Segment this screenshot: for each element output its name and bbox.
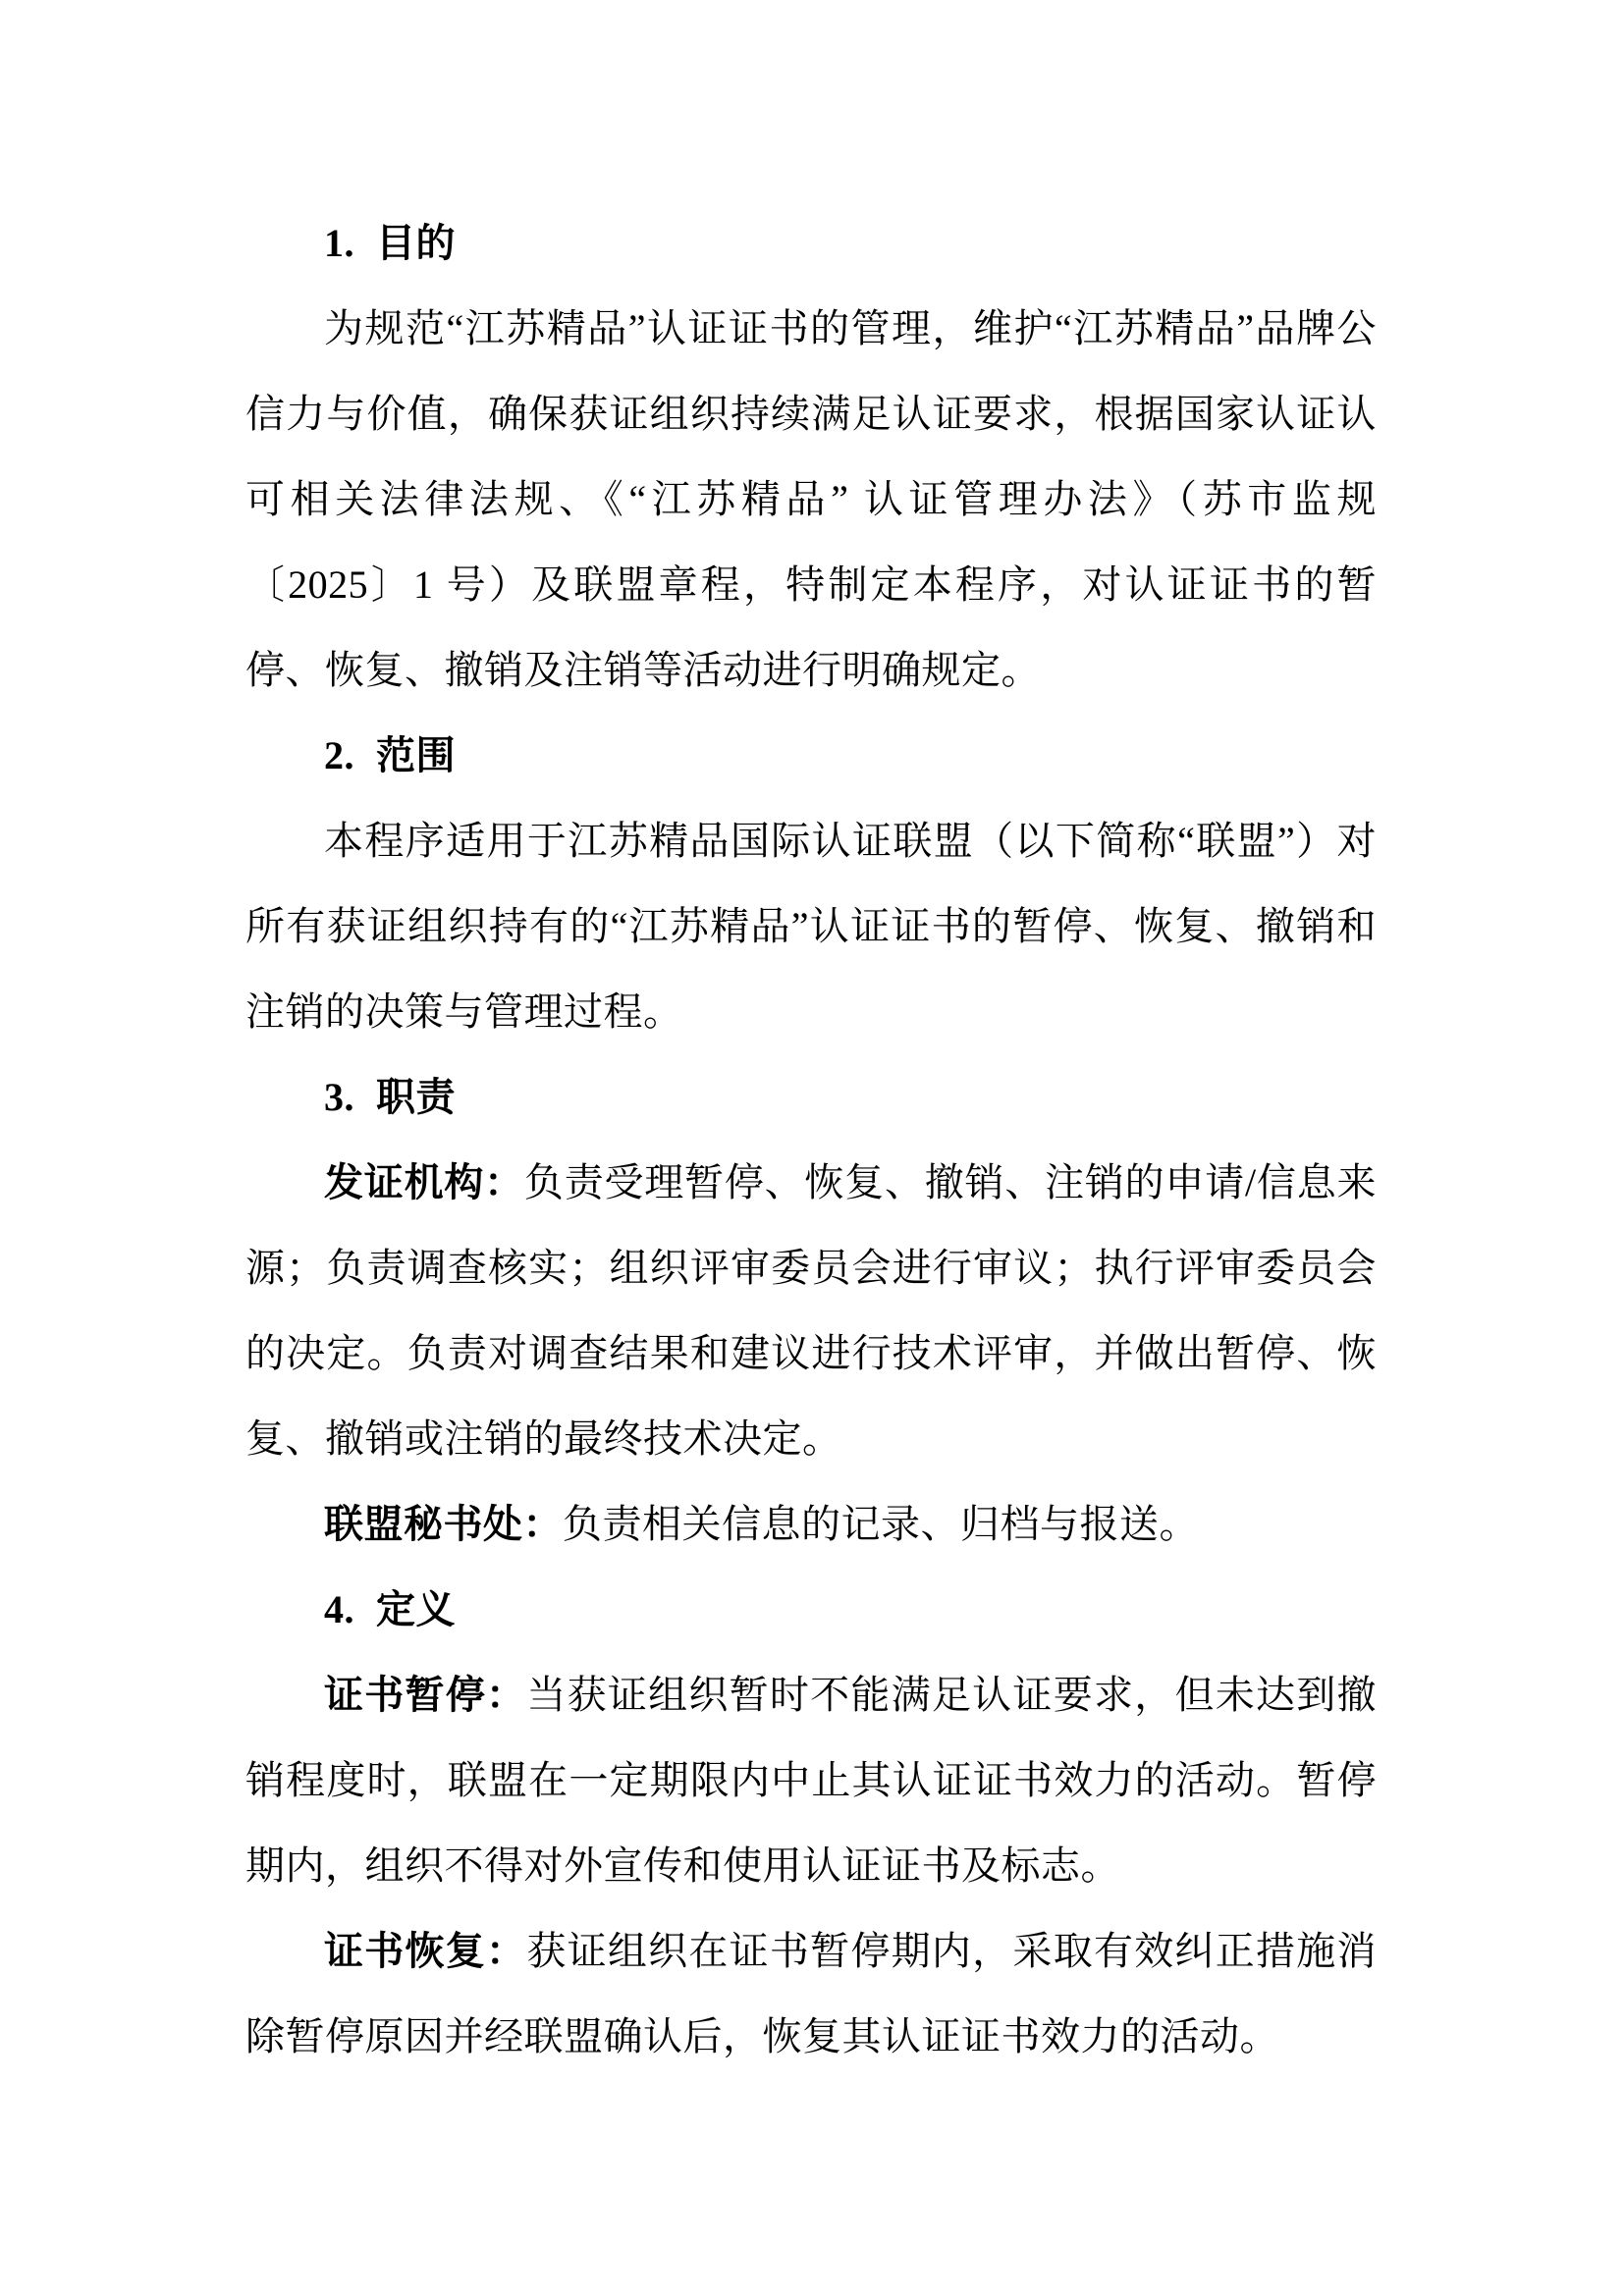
- paragraph: [245, 1908, 1377, 2079]
- paragraph-text: 为规范“江苏精品”认证证书的管理，维护“江苏精品”品牌公信力与价值，确保获证组织持续满足认证要求，根据国家认证认可相关法律法规、《“江苏精品” 认证管理办法》（苏市监规〔2025〕1 号）及联盟章程，特制定本程序，对认证证书的暂停、恢复、撤销及注销等活动进行明确规定。: [245, 306, 1377, 692]
- paragraph: [245, 1140, 1377, 1481]
- section-number: 4.: [324, 1587, 354, 1631]
- section-title: 目的: [376, 221, 456, 265]
- section-heading-scope: [245, 713, 1377, 798]
- paragraph-text: 本程序适用于江苏精品国际认证联盟（以下简称“联盟”）对所有获证组织持有的“江苏精品”认证证书的暂停、恢复、撤销和注销的决策与管理过程。: [245, 819, 1377, 1034]
- paragraph-lead: 证书恢复：: [324, 1929, 527, 1973]
- section-heading-definitions: [245, 1567, 1377, 1652]
- section-title: 范围: [376, 733, 456, 777]
- paragraph-lead: 联盟秘书处：: [324, 1502, 563, 1546]
- paragraph: [245, 1652, 1377, 1908]
- paragraph-lead: 发证机构：: [324, 1160, 524, 1204]
- section-number: 2.: [324, 733, 354, 777]
- document-content: [245, 200, 1377, 2079]
- section-title: 定义: [376, 1587, 456, 1631]
- paragraph-lead: 证书暂停：: [324, 1673, 527, 1717]
- paragraph-text: 负责相关信息的记录、归档与报送。: [563, 1502, 1199, 1546]
- paragraph: [245, 286, 1377, 713]
- section-heading-responsibilities: [245, 1054, 1377, 1140]
- section-number: 3.: [324, 1075, 354, 1119]
- section-heading-purpose: [245, 200, 1377, 286]
- paragraph-text: 负责受理暂停、恢复、撤销、注销的申请/信息来源；负责调查核实；组织评审委员会进行审议；执行评审委员会的决定。负责对调查结果和建议进行技术评审，并做出暂停、恢复、撤销或注销的最终技术决定。: [245, 1160, 1377, 1461]
- section-number: 1.: [324, 221, 354, 265]
- section-title: 职责: [376, 1075, 456, 1119]
- paragraph: [245, 1481, 1377, 1567]
- paragraph: [245, 798, 1377, 1054]
- paragraph-text: 获证组织在证书暂停期内，采取有效纠正措施消除暂停原因并经联盟确认后，恢复其认证证书效力的活动。: [245, 1929, 1378, 2058]
- paragraph-text: 当获证组织暂时不能满足认证要求，但未达到撤销程度时，联盟在一定期限内中止其认证证书效力的活动。暂停期内，组织不得对外宣传和使用认证证书及标志。: [245, 1673, 1378, 1888]
